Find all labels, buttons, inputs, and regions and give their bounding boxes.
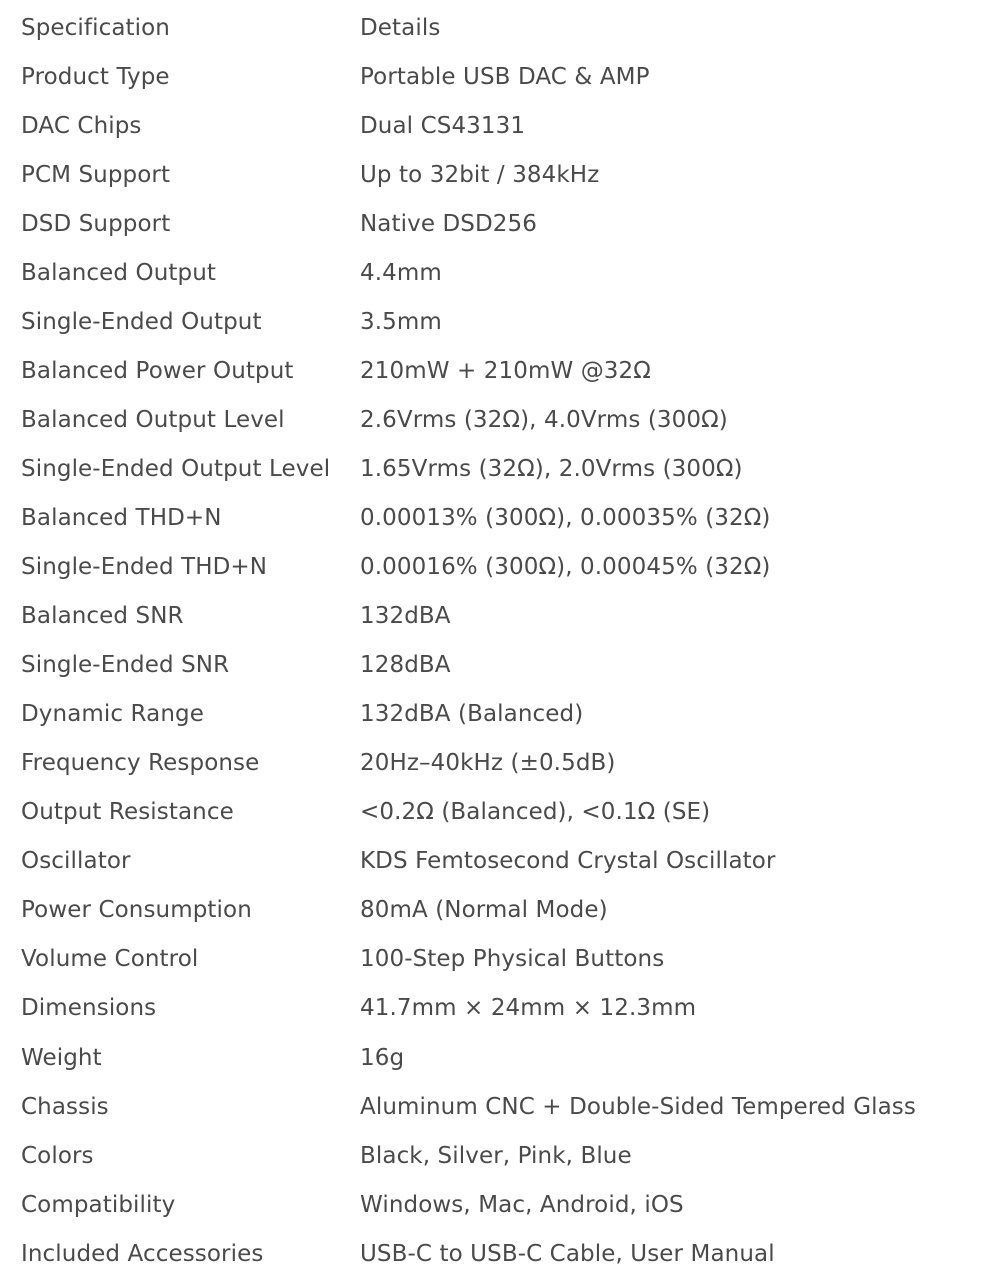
spec-value: Windows, Mac, Android, iOS <box>360 1191 684 1218</box>
table-row <box>0 297 1001 346</box>
table-row <box>0 788 1001 837</box>
spec-value: KDS Femtosecond Crystal Oscillator <box>360 848 776 875</box>
spec-label: Chassis <box>21 1093 109 1120</box>
spec-label: Single-Ended Output <box>21 308 262 335</box>
table-row <box>0 690 1001 739</box>
spec-value: 132dBA (Balanced) <box>360 701 584 728</box>
spec-value: 0.00016% (300Ω), 0.00045% (32Ω) <box>360 554 771 581</box>
spec-label: Output Resistance <box>21 799 234 826</box>
table-row <box>0 641 1001 690</box>
table-row <box>0 52 1001 101</box>
spec-label: Oscillator <box>21 848 131 875</box>
header-details: Details <box>360 14 441 41</box>
table-row <box>0 101 1001 150</box>
spec-label: Single-Ended Output Level <box>21 455 331 482</box>
table-row <box>0 837 1001 886</box>
table-row <box>0 886 1001 935</box>
spec-value: 20Hz–40kHz (±0.5dB) <box>360 750 616 777</box>
table-row <box>0 739 1001 788</box>
spec-value: 1.65Vrms (32Ω), 2.0Vrms (300Ω) <box>360 455 743 482</box>
table-row <box>0 935 1001 984</box>
spec-label: Volume Control <box>21 946 199 973</box>
spec-label: Power Consumption <box>21 897 252 924</box>
spec-value: 128dBA <box>360 652 451 679</box>
table-row <box>0 1082 1001 1131</box>
spec-label: Weight <box>21 1044 102 1071</box>
spec-label: PCM Support <box>21 161 171 188</box>
spec-label: DAC Chips <box>21 112 142 139</box>
spec-value: 80mA (Normal Mode) <box>360 897 608 924</box>
spec-value: 4.4mm <box>360 259 442 286</box>
spec-value: 16g <box>360 1044 405 1071</box>
spec-value: USB-C to USB-C Cable, User Manual <box>360 1240 775 1267</box>
spec-label: Compatibility <box>21 1191 176 1218</box>
spec-label: Balanced Output Level <box>21 406 285 433</box>
table-row <box>0 199 1001 248</box>
spec-label: Frequency Response <box>21 750 260 777</box>
table-body <box>0 52 1001 1278</box>
spec-label: Balanced Output <box>21 259 217 286</box>
spec-value: Native DSD256 <box>360 210 538 237</box>
table-row <box>0 984 1001 1033</box>
spec-label: Colors <box>21 1142 94 1169</box>
spec-label: Single-Ended THD+N <box>21 554 268 581</box>
table-header-row <box>0 3 1001 52</box>
spec-value: 100-Step Physical Buttons <box>360 946 665 973</box>
spec-label: Balanced SNR <box>21 603 184 630</box>
spec-label: Balanced Power Output <box>21 357 294 384</box>
spec-label: Product Type <box>21 63 170 90</box>
table-row <box>0 346 1001 395</box>
spec-label: Dynamic Range <box>21 701 204 728</box>
spec-value: Aluminum CNC + Double-Sided Tempered Glass <box>360 1093 916 1120</box>
spec-value: 210mW + 210mW @32Ω <box>360 357 651 384</box>
table-row <box>0 1229 1001 1278</box>
spec-value: 2.6Vrms (32Ω), 4.0Vrms (300Ω) <box>360 406 728 433</box>
table-row <box>0 248 1001 297</box>
spec-value: Dual CS43131 <box>360 112 526 139</box>
spec-label: DSD Support <box>21 210 171 237</box>
table-row <box>0 1131 1001 1180</box>
spec-label: Dimensions <box>21 995 157 1022</box>
spec-value: Up to 32bit / 384kHz <box>360 161 600 188</box>
table-row <box>0 395 1001 444</box>
header-specification: Specification <box>21 14 170 41</box>
spec-value: Black, Silver, Pink, Blue <box>360 1142 632 1169</box>
table-row <box>0 592 1001 641</box>
spec-label: Single-Ended SNR <box>21 652 230 679</box>
spec-value: <0.2Ω (Balanced), <0.1Ω (SE) <box>360 799 711 826</box>
spec-value: 132dBA <box>360 603 451 630</box>
table-row <box>0 543 1001 592</box>
spec-value: 41.7mm × 24mm × 12.3mm <box>360 995 697 1022</box>
spec-value: 0.00013% (300Ω), 0.00035% (32Ω) <box>360 504 771 531</box>
spec-label: Balanced THD+N <box>21 504 222 531</box>
table-row <box>0 1033 1001 1082</box>
spec-value: Portable USB DAC & AMP <box>360 63 650 90</box>
table-row <box>0 493 1001 542</box>
table-row <box>0 444 1001 493</box>
spec-label: Included Accessories <box>21 1240 264 1267</box>
spec-value: 3.5mm <box>360 308 442 335</box>
table-row <box>0 1180 1001 1229</box>
table-row <box>0 150 1001 199</box>
